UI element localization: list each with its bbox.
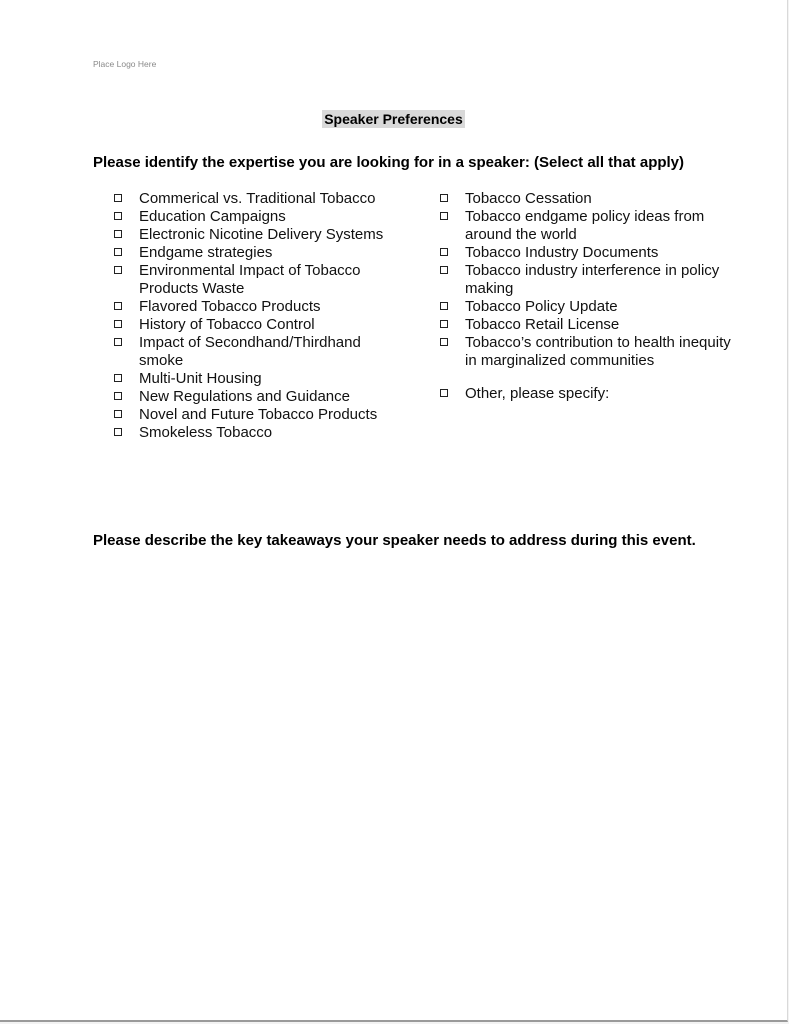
option-label: Environmental Impact of Tobacco Products Waste [139, 262, 361, 297]
option-item [114, 298, 404, 316]
expertise-options-right [440, 190, 740, 403]
option-item-other [440, 385, 740, 403]
checkbox-icon[interactable] [114, 302, 122, 310]
option-label: Tobacco endgame policy ideas from around the world [465, 208, 705, 243]
option-item [114, 406, 404, 424]
option-label: Tobacco industry interference in policy making [465, 262, 720, 297]
expertise-question: Please identify the expertise you are looking for in a speaker: (Select all that apply) [93, 154, 685, 171]
option-label: Electronic Nicotine Delivery Systems [139, 226, 384, 243]
option-item [440, 190, 740, 208]
expertise-options-left [114, 190, 404, 442]
option-item [114, 244, 404, 262]
checkbox-icon[interactable] [114, 266, 122, 274]
other-option-label: Other, please specify: [465, 385, 610, 402]
option-item [114, 208, 404, 226]
checkbox-icon[interactable] [440, 338, 448, 346]
option-label: Tobacco Policy Update [465, 298, 618, 315]
option-item [440, 316, 740, 334]
option-item [114, 190, 404, 208]
page-title-text: Speaker Preferences [324, 111, 463, 127]
option-item [440, 262, 740, 298]
checkbox-icon[interactable] [114, 212, 122, 220]
option-item [114, 388, 404, 406]
checkbox-icon[interactable] [114, 374, 122, 382]
option-item [440, 244, 740, 262]
checkbox-icon[interactable] [114, 248, 122, 256]
option-label: History of Tobacco Control [139, 316, 315, 333]
checkbox-icon[interactable] [440, 248, 448, 256]
checkbox-icon[interactable] [114, 392, 122, 400]
checkbox-icon[interactable] [440, 320, 448, 328]
option-item [114, 226, 404, 244]
option-item [114, 424, 404, 442]
option-item [440, 298, 740, 316]
checkbox-icon[interactable] [114, 320, 122, 328]
option-label: Education Campaigns [139, 208, 286, 225]
option-item [114, 370, 404, 388]
checkbox-icon[interactable] [114, 338, 122, 346]
option-label: Novel and Future Tobacco Products [139, 406, 378, 423]
checkbox-icon[interactable] [440, 389, 448, 397]
checkbox-icon[interactable] [440, 302, 448, 310]
option-label: Tobacco’s contribution to health inequity in marginalized communities [465, 334, 731, 369]
logo-placeholder: Place Logo Here [93, 59, 157, 69]
option-item [440, 334, 740, 370]
option-label: Endgame strategies [139, 244, 273, 261]
checkbox-icon[interactable] [114, 194, 122, 202]
option-item [114, 334, 404, 370]
option-label: Tobacco Retail License [465, 316, 620, 333]
option-label: Smokeless Tobacco [139, 424, 273, 441]
option-label: Commerical vs. Traditional Tobacco [139, 190, 376, 207]
checkbox-icon[interactable] [114, 230, 122, 238]
option-label: Flavored Tobacco Products [139, 298, 321, 315]
checkbox-icon[interactable] [114, 428, 122, 436]
option-label: Impact of Secondhand/Thirdhand smoke [139, 334, 361, 369]
checkbox-icon[interactable] [114, 410, 122, 418]
checkbox-icon[interactable] [440, 194, 448, 202]
option-item [114, 316, 404, 334]
option-item [114, 262, 404, 298]
page-title [0, 111, 787, 127]
takeaways-question: Please describe the key takeaways your speaker needs to address during this event. [93, 532, 696, 549]
option-label: Tobacco Industry Documents [465, 244, 659, 261]
checkbox-icon[interactable] [440, 212, 448, 220]
option-item [440, 208, 740, 244]
option-label: Multi-Unit Housing [139, 370, 262, 387]
option-label: New Regulations and Guidance [139, 388, 350, 405]
option-label: Tobacco Cessation [465, 190, 592, 207]
checkbox-icon[interactable] [440, 266, 448, 274]
